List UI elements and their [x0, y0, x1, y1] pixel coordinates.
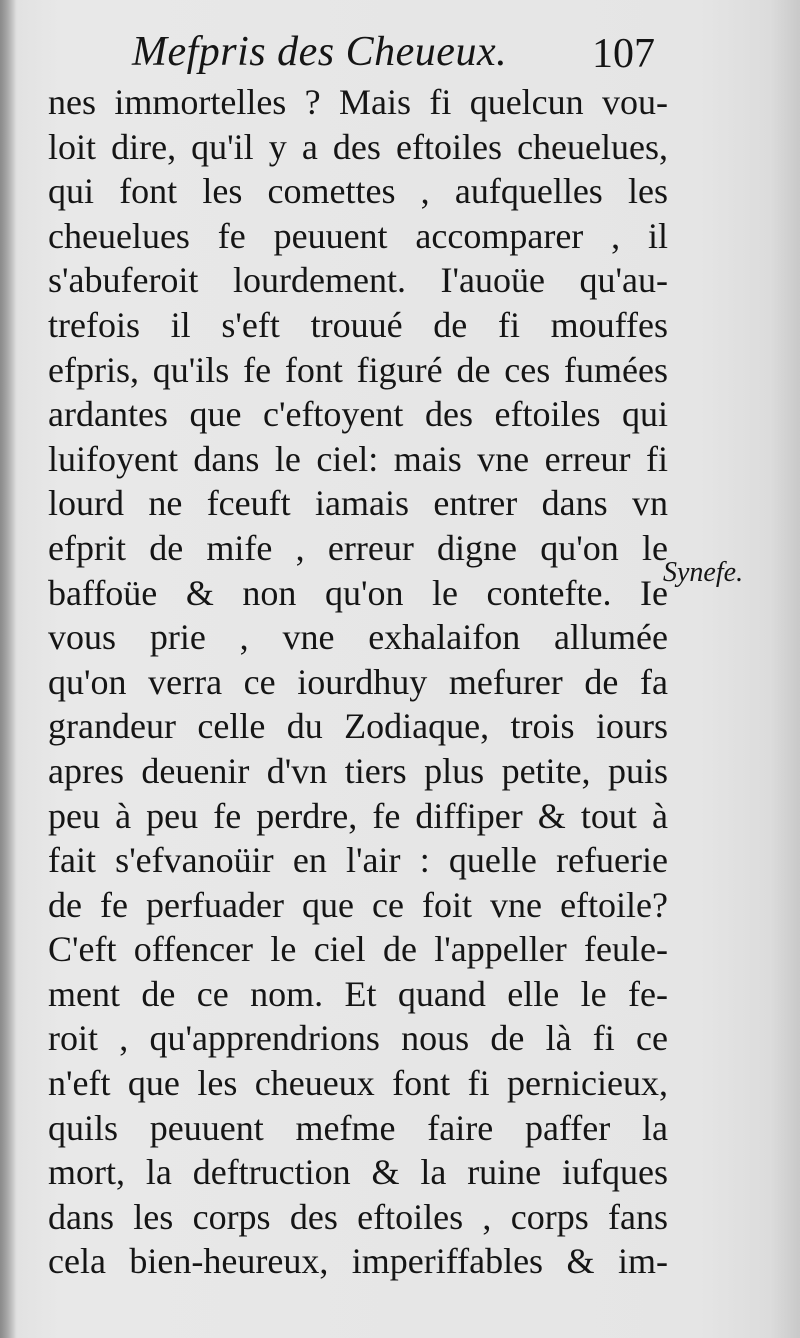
text-line: mort, la deftruction & la ruine iufques	[48, 1152, 668, 1193]
text-line: luifoyent dans le ciel: mais vne erreur fi	[48, 438, 668, 479]
marginal-note: Synefe.	[663, 557, 744, 588]
text-line: de fe perfuader que ce foit vne eftoile?	[48, 884, 668, 925]
gutter-shadow	[0, 0, 16, 1338]
text-line: efpris, qu'ils fe font figuré de ces fumées	[48, 349, 668, 390]
text-line: cheuelues fe peuuent accomparer , il	[48, 215, 668, 256]
page-number: 107	[592, 31, 655, 77]
text-line: C'eft offencer le ciel de l'appeller feule-	[48, 929, 668, 970]
text-line: trefois il s'eft trouué de fi mouffes	[48, 304, 668, 345]
text-line: nes immortelles ? Mais fi quelcun vou-	[48, 82, 668, 122]
running-title: Mefpris des Cheueux.	[132, 29, 508, 75]
text-line: efprit de mife , erreur digne qu'on le	[48, 527, 668, 568]
text-line: qui font les comettes , aufquelles les	[48, 171, 668, 212]
text-line: fait s'efvanoüir en l'air : quelle refuerie	[48, 840, 668, 881]
text-line: roit , qu'apprendrions nous de là fi ce	[48, 1018, 668, 1059]
text-line: loit dire, qu'il y a des eftoiles cheuelues,	[48, 126, 668, 167]
text-line: s'abuferoit lourdement. I'auoüe qu'au-	[48, 260, 668, 301]
text-line: cela bien-heureux, imperiffables & im-	[48, 1241, 668, 1282]
text-line: baffoüe & non qu'on le contefte. Ie	[48, 572, 668, 613]
text-line: apres deuenir d'vn tiers plus petite, puis	[48, 750, 668, 791]
text-line: grandeur celle du Zodiaque, trois iours	[48, 706, 668, 747]
page-header	[0, 28, 800, 84]
text-line: qu'on verra ce iourdhuy mefurer de fa	[48, 661, 668, 702]
text-line: peu à peu fe perdre, fe diffiper & tout à	[48, 795, 668, 836]
text-line: lourd ne fceuft iamais entrer dans vn	[48, 483, 668, 524]
text-line: ardantes que c'eftoyent des eftoiles qui	[48, 394, 668, 435]
text-line: quils peuuent mefme faire paffer la	[48, 1107, 668, 1148]
body-text	[48, 80, 668, 1284]
text-line: n'eft que les cheueux font fi pernicieux,	[48, 1063, 668, 1104]
text-line: vous prie , vne exhalaifon allumée	[48, 617, 668, 658]
text-line: dans les corps des eftoiles , corps fans	[48, 1196, 668, 1237]
text-line: ment de ce nom. Et quand elle le fe-	[48, 973, 668, 1014]
